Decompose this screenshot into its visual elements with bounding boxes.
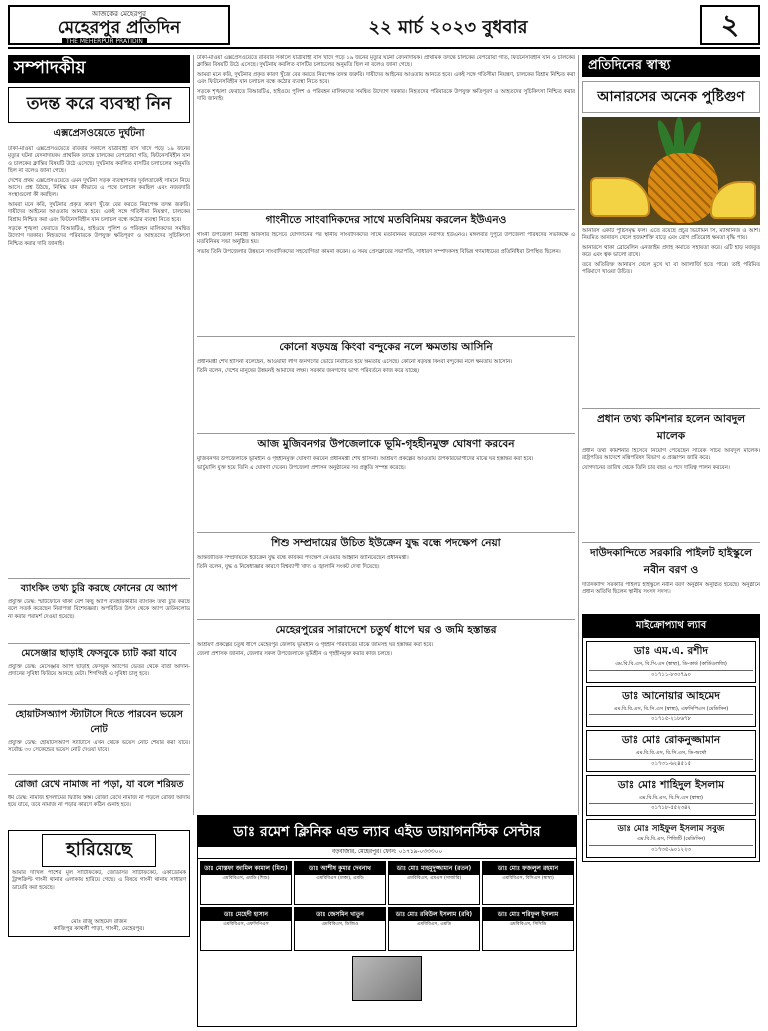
news-body: প্রযুক্তি ডেস্ক: হোয়াটসঅ্যাপ স্ট্যাটাসে এখন থেকে ভয়েস নোট শেয়ার করা যাবে। সর্বোচ্চ ৩০ সেকেন্ডের ভয়েস নোট দেওয়া যাবে। <box>8 740 190 754</box>
doctor-card <box>294 907 386 951</box>
paragraph: সভায় তিনি উপজেলার উন্নয়নে সাংবাদিকদের সহযোগিতা কামনা করেন। এ সময় প্রেসক্লাবের সভাপতি, সাধারণ সম্পাদকসহ বিভিন্ন গণমাধ্যমের প্রতিনিধিরা উপস্থিত ছিলেন। <box>197 248 561 255</box>
doctor-name: ডাঃ এম.এ. রশীদ <box>634 645 708 657</box>
news-body <box>582 448 760 538</box>
doctor-card <box>200 861 292 905</box>
doctor-phone: ০১৭৩১-৬২৪৫১৫ <box>589 759 753 769</box>
column-divider <box>578 55 579 815</box>
doctor-name: ডাঃ মোঃ মাহমুদুজ্জামান (রতন) <box>389 862 479 875</box>
editorial-section-header: সম্পাদকীয় <box>8 55 190 83</box>
paragraph: ঢাকা-মাওয়া এক্সপ্রেসওয়েতে রবিবার সকালে যাত্রীবাহী বাস খাদে পড়ে ১৯ জনের মৃত্যুর ঘটনা বেদনাদায়ক। প্রাথমিক তদন্তে চালকের বেপরোয়া গতি, ফিটনেসবিহীন যান ও চালকের ক্লান্তির বিষয়টি উঠে এসেছে। দুর্ঘটনায় কবলিত বাসটির চলাচলের অনুমতি ছিল না বলেও জানা গেছে। <box>197 55 575 69</box>
lost-name: মোঃ রাজু আহমেদ রাজন <box>71 919 127 925</box>
doctor-name: ডাঃ মোঃ শরিফুল ইসলাম <box>483 908 573 921</box>
paragraph: যোগদানের তারিখ থেকে তিনি চার বছর এ পদে দায়িত্ব পালন করবেন। <box>582 464 730 471</box>
news-headline: গাংনীতে সাংবাদিকদের সাথে মতবিনিময় করলেন ইউএনও <box>197 209 575 230</box>
doctor-name: ডাঃ মোঃ রবিউল ইসলাম (রবি) <box>389 908 479 921</box>
doctor-degree: এমবিবিএস, এমডি (শিশু) <box>222 876 270 881</box>
news-headline: কোনো ষড়যন্ত্র কিংবা বন্দুকের নলে ক্ষমতায় আসিনি <box>197 336 575 357</box>
doctor-card <box>200 907 292 951</box>
paragraph: মুজিবনগর উপজেলাকে ভূমিহীন ও গৃহহীনমুক্ত ঘোষণা করবেন প্রধানমন্ত্রী শেখ হাসিনা। আশ্রয়ণ প্রকল্পের আওতায় উপকারভোগীদের মাঝে ঘর হস্তান্তর করা হবে। <box>197 456 534 462</box>
clinic-photo <box>352 956 422 1001</box>
doctor-name: ডাঃ মোঃ শাহিদুল ইসলাম <box>617 778 725 791</box>
doctor-name: ডাঃ মোঃ ফজলুল রহমান <box>483 862 573 875</box>
paragraph: সড়কে শৃঙ্খলা ফেরাতে বিআরটিএ, হাইওয়ে পুলিশ ও পরিবহন মালিকদের সমন্বিত উদ্যোগ দরকার। নিহতদের পরিবারকে উপযুক্ত ক্ষতিপূরণ ও আহতদের সুচিকিৎসা নিশ্চিত করার দাবি জানাই। <box>197 88 575 103</box>
doctor-card <box>586 730 756 772</box>
doctor-degree: এমবিবিএস, সিসিডি <box>509 922 547 927</box>
news-body <box>197 456 575 528</box>
news-body <box>197 642 575 690</box>
news-headline: শিশু সম্প্রদায়ের উচিত ইউক্রেন যুদ্ধ বন্ধে পদক্ষেপ নেয়া <box>197 532 575 553</box>
ad-title: মাইক্রোপ্যাথ ল্যাব <box>583 615 759 638</box>
doctor-degree: এম.বি.বি.এস, পিজিটি (মেডিসিন) <box>636 836 706 842</box>
clinic-address: বড়বাজার, মেহেরপুর। ফোন: ০১৭১৯-০৩৩৩০০ <box>198 847 576 859</box>
doctor-name: ডাঃ মেহেদী হাসান <box>201 908 291 921</box>
news-body <box>197 232 575 332</box>
doctor-phone: ০১৭১৫-২১৮৬৭৮ <box>589 714 753 724</box>
doctor-card <box>388 861 480 905</box>
doctor-degree: এমবিবিএস (ঢাকা), এমডি <box>316 876 364 881</box>
clinic-ad <box>197 815 577 1027</box>
lost-signature <box>12 919 186 933</box>
doctor-card <box>294 861 386 905</box>
doctor-degree: এমবিবিএস, এফসিপিএস <box>223 922 269 927</box>
paragraph: দেশের প্রথম এক্সপ্রেসওয়েতে এমন দুর্ঘটনা সড়ক ব্যবস্থাপনার দুর্বলতাকেই সামনে নিয়ে আসে। প্রশ্ন উঠছে, নিষিদ্ধ যান কীভাবে এ পথে চলাচল করছিল এবং নজরদারি সংস্থাগুলো কী করছিল। <box>8 177 190 199</box>
left-column <box>8 55 190 937</box>
news-body: ধর্ম ডেস্ক: নামাজ ইসলামের দ্বিতীয় স্তম্ভ। রোজা রেখে নামাজ না পড়লে রোজা আদায় হয়ে যাবে, তবে নামাজ না পড়ার কারণে কঠিন গুনাহ হবে। <box>8 795 190 809</box>
paragraph: তবে অতিরিক্ত আনারস খেলে মুখে ঘা বা অ্যালার্জি হতে পারে। তাই পরিমিত পরিমাণে খাওয়া উচিত। <box>582 261 760 276</box>
doctor-name: ডাঃ আশীষ কুমার দেবনাথ <box>295 862 385 875</box>
doctor-phone: ০১৭১৮-৫৫২৩৪২ <box>589 803 753 813</box>
health-body <box>582 228 760 404</box>
continued-text <box>197 55 575 205</box>
doctor-name: ডাঃ আনোয়ার আহমেদ <box>622 689 720 702</box>
doctor-degree: এম.বি.বি.এস, বি.সি.এস (স্বাস্থ্য), এফসিপিএস (মেডিসিন) <box>613 705 729 712</box>
doctor-degree: এম.বি.বি.এস, বি.সি.এস, ডি-অর্থো <box>635 750 707 756</box>
paragraph: প্রধান তথ্য কমিশনার হিসেবে নিয়োগ পেয়েছেন সাবেক সচিব আবদুল মালেক। রাষ্ট্রপতির আদেশে মন্ত্রিপরিষদ বিভাগ এ প্রজ্ঞাপন জারি করে। <box>582 448 760 462</box>
editorial-title: তদন্ত করে ব্যবস্থা নিন <box>8 87 190 123</box>
doctor-card <box>586 641 756 683</box>
clinic-title: ডাঃ রমেশ ক্লিনিক এন্ড ল্যাব এইড ডায়াগনস্টিক সেন্টার <box>198 816 576 847</box>
news-headline: আজ মুজিবনগর উপজেলাকে ভূমি-গৃহহীনমুক্ত ঘোষণা করবেন <box>197 433 575 454</box>
news-headline: প্রধান তথ্য কমিশনার হলেন আবদুল মালেক <box>582 408 760 446</box>
lost-body: আমার দাখিল পাশের মূল সার্টিফিকেট, জেডিসির সার্টিফিকেট, একাডেমিক ট্রান্সক্রিপ্ট গাংনী থানার এলাকায় হারিয়ে গেছে। এ বিষয়ে গাংনী থানায় সাধারণ ডায়েরি করা হয়েছে। <box>12 870 186 891</box>
health-title: আনারসের অনেক পুষ্টিগুণ <box>582 81 760 113</box>
news-headline: মেহেরপুরের সারাদেশে চতুর্থ ধাপে ঘর ও জমি হস্তান্তর <box>197 619 575 640</box>
doctor-card <box>388 907 480 951</box>
news-headline: দাউদকান্দিতে সরকারি পাইলট হাইস্কুলে নবীন বরণ ও <box>582 542 760 580</box>
column-divider <box>193 55 194 815</box>
center-column <box>197 55 575 690</box>
paragraph: তিনি বলেন, দেশের মানুষের উন্নয়নই আমাদের লক্ষ্য। সরকার জনগণের ভাগ্য পরিবর্তনে কাজ করে যাচ্ছে। <box>197 368 420 375</box>
paragraph: আনারসে থাকা ব্রোমেলিন এনজাইম প্রদাহ কমাতে সহায়তা করে। এটি হাড় মজবুত করে এবং ত্বক ভালো রাখে। <box>582 244 760 259</box>
news-headline: মেসেঞ্জার ছাড়াই ফেসবুকে চ্যাট করা যাবে <box>8 643 190 662</box>
doctor-degree: এম.বি.বি.এস, বি.সি.এস (স্বাস্থ্য), ডি-কার্ড (কার্ডিওলজি) <box>615 661 727 667</box>
doctor-card <box>482 907 574 951</box>
doctor-degree: এমবিবিএস, এমএস (সার্জারি) <box>406 876 462 881</box>
doctor-degree: এমবিবিএস, এমডি <box>417 922 451 927</box>
doctor-name: ডাঃ জেসমিন খাতুন <box>295 908 385 921</box>
doctor-degree: এমবিবিএস, ডিজিও <box>321 922 359 927</box>
news-headline: হোয়াটসঅ্যাপ স্ট্যাটাসে দিতে পারবেন ভয়েস নোট <box>8 704 190 738</box>
doctor-card <box>586 819 756 858</box>
lost-address: কাজিপুর কাথলী পাড়া, গাংনী, মেহেরপুর। <box>53 926 145 932</box>
logo-tagline: আজকের মেহেরপুর <box>92 10 146 18</box>
doctor-name: ডাঃ মোঃ সাইফুল ইসলাম সবুজ <box>617 824 725 834</box>
editorial-subtitle: এক্সপ্রেসওয়েতে দুর্ঘটনা <box>53 128 145 139</box>
micro-lab-ad <box>582 614 760 862</box>
paragraph: তিনি বলেন, যুদ্ধ ও নিষেধাজ্ঞার কারণে বিশ্বব্যাপী খাদ্য ও জ্বালানি সংকট দেখা দিয়েছে। <box>197 564 380 571</box>
news-body <box>197 555 575 615</box>
right-column <box>582 55 760 862</box>
paragraph: আশ্রয়ণ প্রকল্পের চতুর্থ ধাপে মেহেরপুর জেলায় ভূমিহীন ও গৃহহীন পরিবারের মাঝে জমিসহ ঘর হস্তান্তর করা হবে। <box>197 642 434 648</box>
newspaper-logo <box>8 5 230 45</box>
masthead <box>8 5 760 49</box>
paragraph: প্রধানমন্ত্রী শেখ হাসিনা বলেছেন, আওয়ামী লীগ জনগণের ভোটে নির্বাচিত হয়ে ক্ষমতায় এসেছে। কোনো ষড়যন্ত্র কিংবা বন্দুকের নলে ক্ষমতায় আসেনি। <box>197 359 513 365</box>
news-headline: ব্যাংকিং তথ্য চুরি করছে ফোনের যে অ্যাপ <box>8 578 190 597</box>
editorial-body <box>8 146 190 574</box>
pineapple-slice-shape <box>590 177 650 217</box>
paragraph: আমরা মনে করি, দুর্ঘটনার প্রকৃত কারণ খুঁজে বের করতে নিরপেক্ষ তদন্ত জরুরি। দায়ীদের আইনের আওতায় আনতে হবে। একই সঙ্গে গতিসীমা নিয়ন্ত্রণ, চালকের বিশ্রাম নিশ্চিত করা এবং ফিটনেসবিহীন যান চলাচল বন্ধে কঠোর ব্যবস্থা নিতে হবে। <box>197 71 575 86</box>
doctor-degree: এম.বি.বি.এস, বি.সি.এস (স্বাস্থ্য) <box>638 794 704 801</box>
news-body <box>197 359 575 429</box>
news-body: প্রযুক্তি ডেস্ক: মেসেঞ্জার অ্যাপ ছাড়াই ফেসবুক অ্যাপের ভেতর থেকে বার্তা আদান-প্রদানের সুবিধা ফিরিয়ে আনছে মেটা। শিগগিরই এ সুবিধা চালু হবে। <box>8 664 190 678</box>
doctor-phone: ০১৭১১-৮৩০৭৯০ <box>589 670 753 680</box>
clinic-doctor-grid <box>198 859 576 953</box>
paragraph: আন্তর্জাতিক সম্প্রদায়কে ইউক্রেন যুদ্ধ বন্ধে কার্যকর পদক্ষেপ নেওয়ার আহ্বান জানিয়েছেন প্রধানমন্ত্রী। <box>197 555 409 561</box>
pineapple-image <box>582 117 760 225</box>
logo-english: THE MEHERPUR PRATIDIN <box>62 38 147 45</box>
doctor-card <box>482 861 574 905</box>
paragraph: আমরা মনে করি, দুর্ঘটনার প্রকৃত কারণ খুঁজে বের করতে নিরপেক্ষ তদন্ত জরুরি। দায়ীদের আইনের আওতায় আনতে হবে। একই সঙ্গে গতিসীমা নিয়ন্ত্রণ, চালকের বিশ্রাম নিশ্চিত করা এবং ফিটনেসবিহীন যান চলাচল বন্ধে কঠোর ব্যবস্থা নিতে হবে। <box>8 201 190 223</box>
doctor-card <box>586 775 756 817</box>
pineapple-shape <box>648 153 718 223</box>
logo-title: মেহেরপুর প্রতিদিন <box>57 18 181 38</box>
doctor-name: ডাঃ মোস্তফা জামিল কামাল (মিশু) <box>201 862 291 875</box>
doctor-card <box>586 686 756 728</box>
doctor-degree: এমবিবিএস, বিসিএস (স্বাস্থ্য) <box>502 876 554 881</box>
paragraph: জেলা প্রশাসক জানান, জেলার সকল উপজেলাকে ভূমিহীন ও গৃহহীনমুক্ত করার কাজ চলছে। <box>197 651 392 658</box>
lost-title: হারিয়েছে <box>42 834 156 867</box>
issue-date: ২২ মার্চ ২০২৩ বুধবার <box>368 17 528 38</box>
page-number: ২ <box>700 5 760 45</box>
paragraph: সড়কে শৃঙ্খলা ফেরাতে বিআরটিএ, হাইওয়ে পুলিশ ও পরিবহন মালিকদের সমন্বিত উদ্যোগ দরকার। নিহতদের পরিবারকে উপযুক্ত ক্ষতিপূরণ ও আহতদের সুচিকিৎসা নিশ্চিত করার দাবি জানাই। <box>8 226 190 247</box>
paragraph: ভার্চুয়ালি যুক্ত হয়ে তিনি এ ঘোষণা দেবেন। উপজেলা প্রশাসন অনুষ্ঠানের সব প্রস্তুতি সম্পন্ন করেছে। <box>197 465 406 472</box>
doctor-phone: ০১৭৩৫-৯০১২২৩ <box>589 845 753 855</box>
lost-notice <box>8 830 190 937</box>
paragraph: ঢাকা-মাওয়া এক্সপ্রেসওয়েতে রবিবার সকালে যাত্রীবাহী বাস খাদে পড়ে ১৯ জনের মৃত্যুর ঘটনা বেদনাদায়ক। প্রাথমিক তদন্তে চালকের বেপরোয়া গতি, ফিটনেসবিহীন যান ও চালকের ক্লান্তির বিষয়টি উঠে এসেছে। দুর্ঘটনায় কবলিত বাসটির চলাচলের অনুমতি ছিল না বলেও জানা গেছে। <box>8 146 190 175</box>
paragraph: গাংনী উপজেলা নির্বাহী অফিসার হিসেবে যোগদানের পর স্থানীয় সাংবাদিকদের সাথে মতবিনিময় করেছেন নবাগত ইউএনও। মঙ্গলবার দুপুরে উপজেলা পরিষদের সভাকক্ষে এ মতবিনিময় সভা অনুষ্ঠিত হয়। <box>197 232 575 246</box>
paragraph: আনারস একটি পুষ্টিসমৃদ্ধ ফল। এতে রয়েছে প্রচুর ভিটামিন সি, ম্যাঙ্গানিজ ও আঁশ। নিয়মিত আনারস খেলে হজমশক্তি বাড়ে এবং রোগ প্রতিরোধ ক্ষমতা বৃদ্ধি পায়। <box>582 228 760 242</box>
news-body: দাউদকান্দি সরকারি পাইলট হাইস্কুলে নবীন বরণ অনুষ্ঠান অনুষ্ঠিত হয়েছে। অনুষ্ঠানে প্রধান অতিথি ছিলেন স্থানীয় সংসদ সদস্য। <box>582 582 760 596</box>
news-body: প্রযুক্তি ডেস্ক: স্মার্টফোনে থাকা বেশ কিছু অ্যাপ ব্যবহারকারীর ব্যাংকিং তথ্য চুরি করছে বলে সতর্ক করেছেন নিরাপত্তা বিশেষজ্ঞরা। অপরিচিত উৎস থেকে অ্যাপ ডাউনলোড না করার পরামর্শ দেওয়া হয়েছে। <box>8 599 190 620</box>
doctor-name: ডাঃ মোঃ রোকনুজ্জামান <box>621 734 721 746</box>
health-section-header: প্রতিদিনের স্বাস্থ্য <box>582 55 760 77</box>
news-headline: রোজা রেখে নামাজ না পড়া, যা বলে শরিয়ত <box>8 774 190 793</box>
